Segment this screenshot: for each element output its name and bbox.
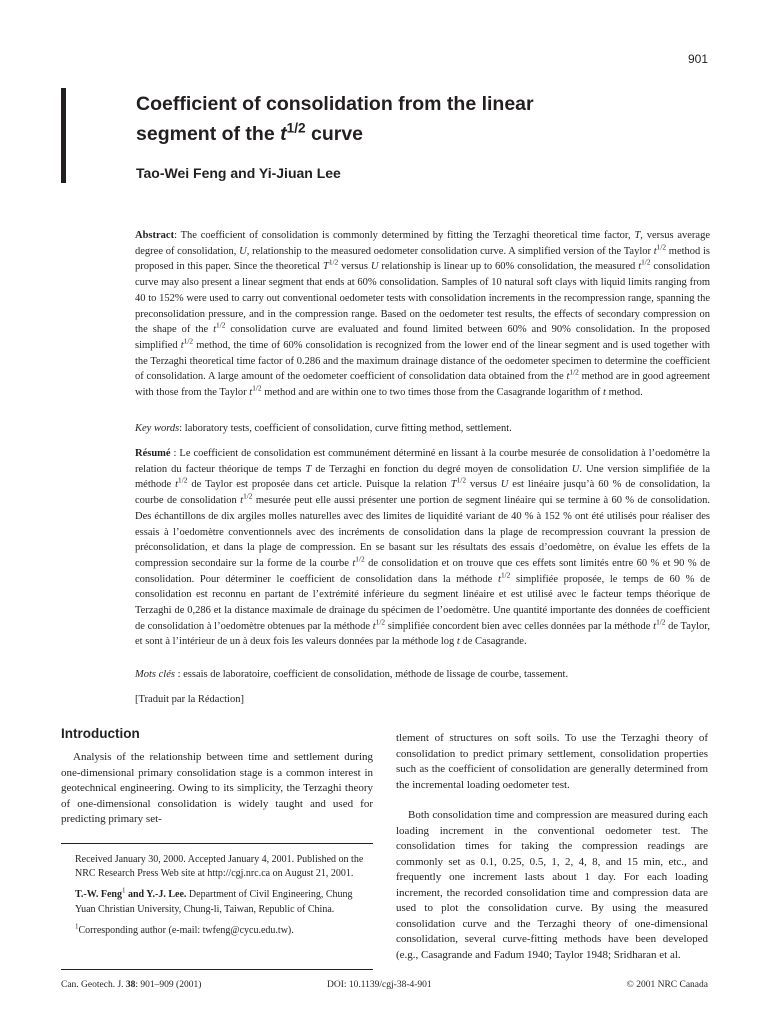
title-exponent: 1/2	[286, 120, 306, 136]
footer-copyright: © 2001 NRC Canada	[626, 980, 708, 990]
footnote-box-content	[75, 853, 365, 938]
mots-cles-label: Mots clés	[135, 669, 175, 680]
title-accent-bar	[61, 88, 66, 183]
keywords-label: Key words	[135, 423, 180, 434]
introduction-paragraph-2: Both consolidation time and compression are measured during each loading increment in the conventional oedometer test. The consolidation times for taking the compression readings are commonly set as 0.1, 0.25, 0.5, 1, 2, 4, 8, and 15 min, etc., and frequently one increment lasts about 1 day. For each loading increment, the recorded consolidation time and compression data are used to plot the consolidation curve. By using the measured consolidation curve and the Terzaghi theory of one-dimensional consolidation, several curve-fitting methods have been developed (e.g., Casagrande and Fadum 1940; Taylor 1948; Sridharan et al.	[396, 809, 708, 961]
introduction-paragraph-1: tlement of structures on soft soils. To use the Terzaghi theory of consolidation to predict primary settlement, consolidation properties such as the coefficient of consolidation are generally determined from the incremental loading oedometer test.	[396, 732, 708, 791]
title-line-2	[136, 119, 676, 149]
introduction-heading: Introduction	[61, 726, 140, 741]
translation-note: [Traduit par la Rédaction]	[135, 694, 244, 705]
keywords	[135, 421, 710, 437]
resume-label: Résumé	[135, 448, 171, 459]
corresponding-author-note: $^1$Corresponding author (e-mail: twfeng@cycu.edu.tw).	[75, 922, 294, 936]
footnote-box	[61, 843, 373, 970]
footer-doi: DOI: 10.1139/cgj-38-4-901	[327, 980, 432, 990]
title-line-2-pre: segment of the	[136, 123, 281, 145]
authors: Tao-Wei Feng and Yi-Jiuan Lee	[136, 165, 341, 181]
introduction-left-column: Analysis of the relationship between time and settlement during one-dimensional primary consolidation stage is a common interest in geotechnical engineering. Owing to its simplicity, the Terzaghi theory of one-dimensional consolidation is widely taught and used for predicting primary set-	[61, 751, 373, 825]
title-line-2-post: curve	[305, 123, 364, 145]
received-dates: Received January 30, 2000. Accepted January 4, 2001. Published on the NRC Research Press Web site at http://cgj.nrc.ca on August 21, 2001.	[75, 854, 364, 880]
resume: Résumé : Le coefficient de consolidation est communément déterminé en lissant à la courbe mesurée de consolidation à l’oedomètre la relation du facteur théorique de temps T de Terzaghi en fonction du degré moyen de consolidation U. Une version simplifiée de la méthode $t^{1/2}$ de Taylor est proposée dans cet article. Puisque la relation $T^{1/2}$ versus U est linéaire jusqu’à 60 % de consolidation, la courbe de consolidation $t^{1/2}$ mesurée peut elle aussi présenter une portion de segment linéaire qui se termine à 60 % de consolidation. Des échantillons de dix argiles molles naturelles avec des limites de liquidité variant de 40 % à 152 % ont été utilisés pour réaliser des essais à l’oedomètre conventionnels avec des incréments de consolidation dans la plage de recompression couvrant la pression de préconsolidation, et dans la plage de compression. En se basant sur les résultats des essais d’oedomètre, on évalue les effets de la compression secondaire sur la forme de la courbe $t^{1/2}$ de consolidation et on trouve que ces effets sont limités entre 60 % et 90 % de consolidation. Pour déterminer le coefficient de consolidation dans la méthode $t^{1/2}$ simplifiée proposée, le temps de 60 % de consolidation est reconnu en partant de l’extrémité inférieure du segment linéaire et est utilisé avec le facteur temps théorique de Terzaghi de 0,286 et la distance maximale de drainage du spécimen de l’oedomètre. Une quantité importante des données de coefficient de consolidation à l’oedomètre obtenues par la méthode $t^{1/2}$ simplifiée concordent bien avec celles données par la méthode $t^{1/2}$ de Taylor, et sont à l’intérieur de un à deux fois les valeurs données par la méthode log t de Casagrande.	[135, 448, 710, 648]
abstract-label: Abstract	[135, 230, 175, 241]
title-line-1: Coefficient of consolidation from the linear	[136, 93, 534, 115]
author-affiliation: T.-W. Feng$^1$ and Y.-J. Lee. Department of Civil Engineering, Chung Yuan Christian University, Chung-li, Taiwan, Republic of China.	[75, 887, 353, 915]
footer-citation: Can. Geotech. J. 38: 901–909 (2001)	[61, 980, 202, 990]
title-t-var: t	[280, 123, 287, 145]
mots-cles-text: : essais de laboratoire, coefficient de consolidation, méthode de lissage de courbe, tassement.	[174, 669, 569, 680]
introduction-right-column	[396, 731, 708, 963]
mots-cles	[135, 667, 710, 683]
abstract: Abstract: The coefficient of consolidation is commonly determined by fitting the Terzaghi theoretical time factor, T, versus average degree of consolidation, U, relationship to the measured oedometer consolidation curve. A simplified version of the Taylor $t^{1/2}$ method is proposed in this paper. Since the theoretical $T^{1/2}$ versus U relationship is linear up to 60% consolidation, the measured $t^{1/2}$ consolidation curve may also present a linear segment that ends at 60% consolidation. Samples of 10 natural soft clays with liquid limits ranging from 40 to 152% were used to carry out conventional oedometer tests with consolidation increments in the recompression range, spanning the preconsolidation pressure, and in the compression range. Based on the oedometer test results, the effects of secondary compression on the shape of the $t^{1/2}$ consolidation curve are evaluated and found limited between 60% and 90% consolidation. In the proposed simplified $t^{1/2}$ method, the time of 60% consolidation is recognized from the lower end of the linear segment and is used together with the Terzaghi theoretical time factor of 0.286 and the maximum drainage distance of the oedometer specimen to determine the coefficient of consolidation. A large amount of the oedometer coefficient of consolidation data obtained from the $t^{1/2}$ method are in good agreement with those from the Taylor $t^{1/2}$ method and are within one to two times those from the Casagrande logarithm of t method.	[135, 230, 711, 399]
article-title	[136, 89, 676, 149]
keywords-text: : laboratory tests, coefficient of consolidation, curve fitting method, settlement.	[179, 423, 512, 434]
page-number: 901	[687, 52, 708, 66]
